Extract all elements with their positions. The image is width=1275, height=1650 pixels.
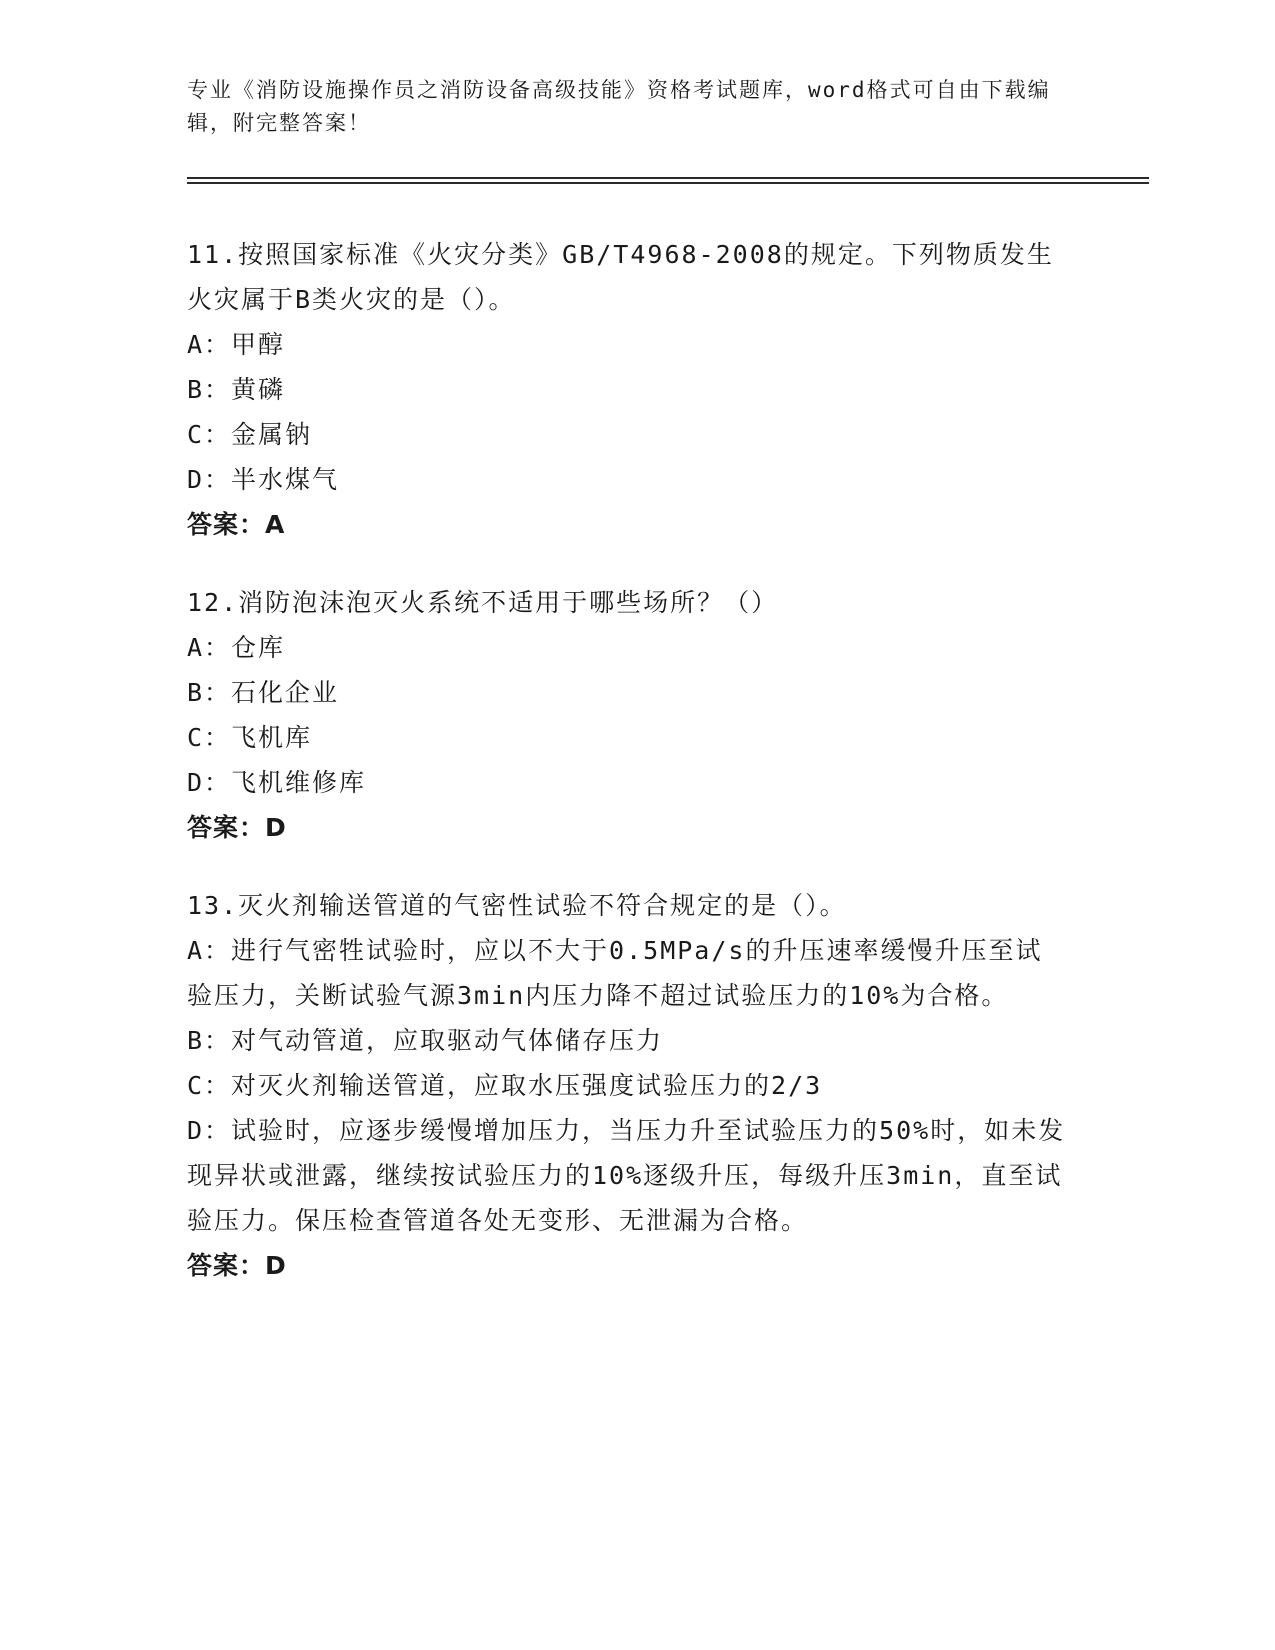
question-stem: 12.消防泡沫泡灭火系统不适用于哪些场所？（） (187, 588, 779, 617)
option-d: D：半水煤气 (187, 465, 340, 494)
question-12 (187, 580, 1067, 850)
question-stem: 11.按照国家标准《火灾分类》GB/T4968-2008的规定。下列物质发生火灾属于B类火灾的是（）。 (187, 240, 1054, 314)
option-c: C：飞机库 (187, 723, 313, 752)
option-b: B：黄磷 (187, 375, 286, 404)
question-stem: 13.灭火剂输送管道的气密性试验不符合规定的是（）。 (187, 891, 847, 920)
question-13 (187, 883, 1067, 1288)
header-divider-top (187, 177, 1149, 179)
option-b: B：对气动管道，应取驱动气体储存压力 (187, 1026, 664, 1055)
option-c: C：金属钠 (187, 420, 313, 449)
question-list (187, 232, 1067, 1321)
document-header: 专业《消防设施操作员之消防设备高级技能》资格考试题库，word格式可自由下载编辑，附完整答案！ (187, 78, 1051, 135)
answer: 答案：D (187, 1251, 287, 1280)
option-c: C：对灭火剂输送管道，应取水压强度试验压力的2/3 (187, 1071, 823, 1100)
question-11 (187, 232, 1067, 547)
header-divider-bottom (187, 182, 1149, 184)
option-a: A：进行气密牲试验时，应以不大于0.5MPa/s的升压速率缓慢升压至试验压力，关断试验气源3min内压力降不超过试验压力的10%为合格。 (187, 936, 1043, 1010)
option-a: A：仓库 (187, 633, 286, 662)
option-b: B：石化企业 (187, 678, 340, 707)
option-a: A：甲醇 (187, 330, 286, 359)
answer: 答案：D (187, 813, 287, 842)
option-d: D：飞机维修库 (187, 768, 367, 797)
answer: 答案：A (187, 510, 286, 539)
option-d: D：试验时，应逐步缓慢增加压力，当压力升至试验压力的50%时，如未发现异状或泄露，继续按试验压力的10%逐级升压，每级升压3min，直至试验压力。保压检查管道各处无变形、无泄漏为合格。 (187, 1116, 1066, 1235)
